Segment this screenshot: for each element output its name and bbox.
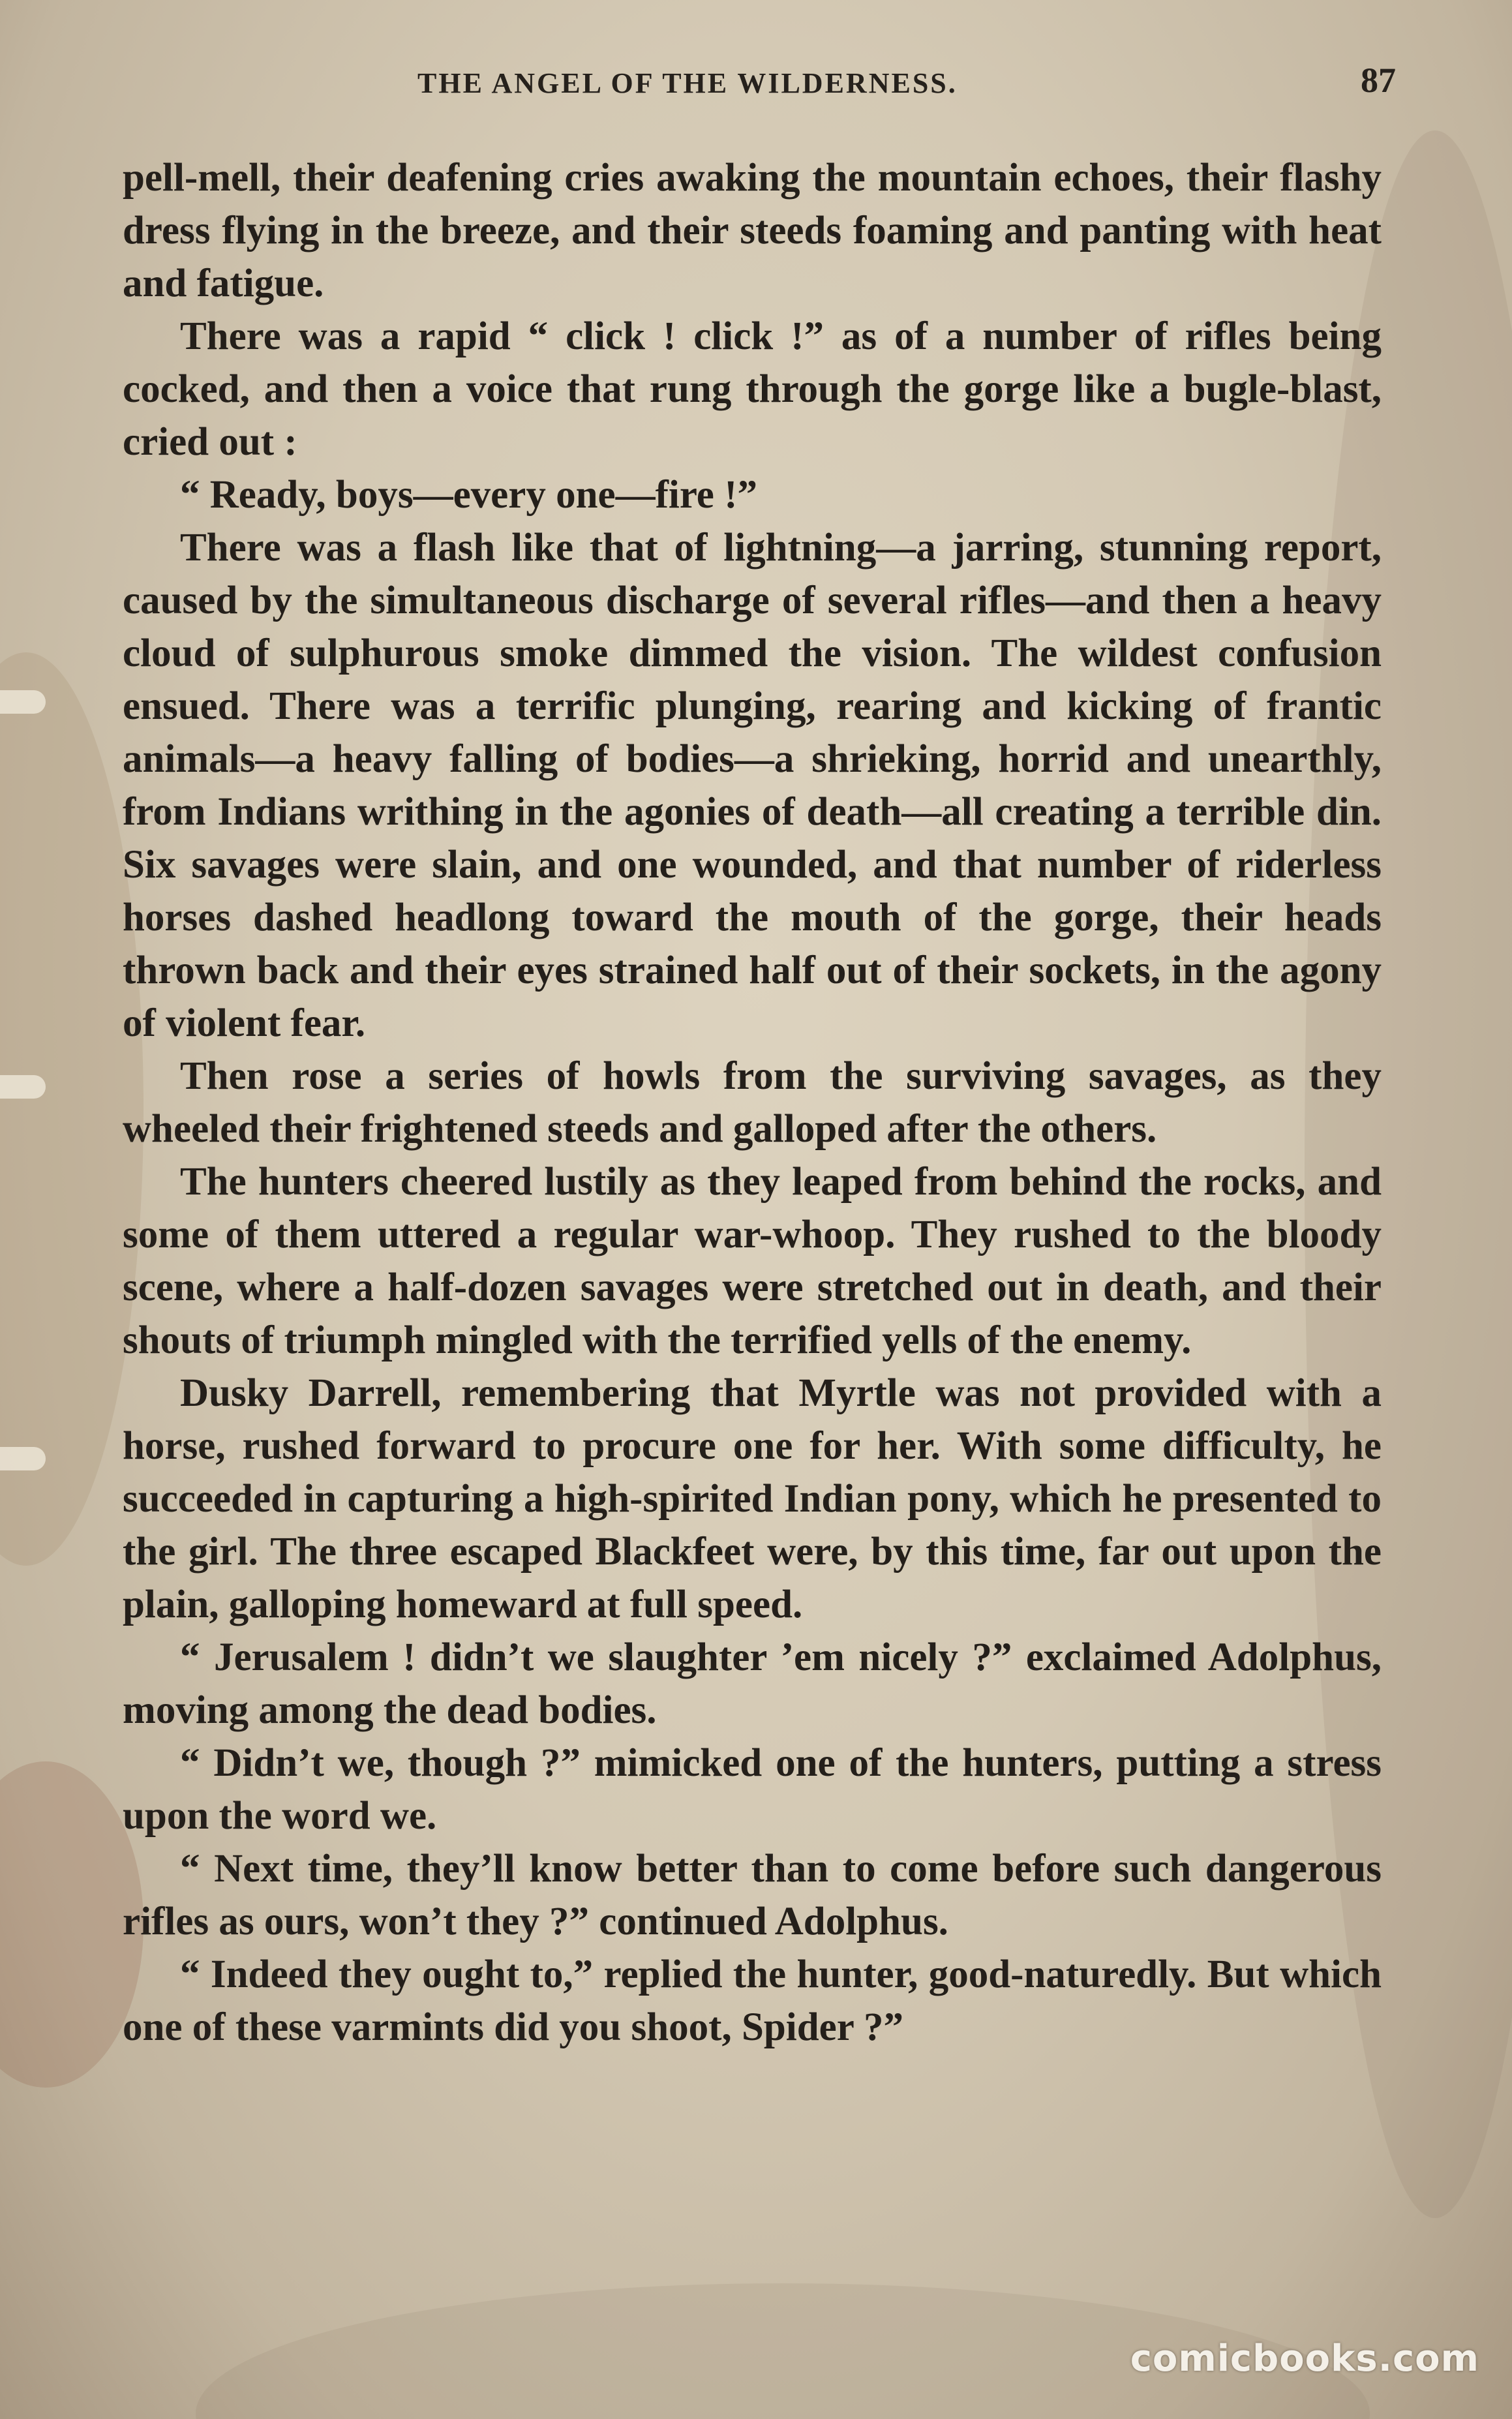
paragraph: There was a flash like that of lightning—a jarring, stunning report, caused by the simultaneous discharge of several rifles—and then a heavy cloud of sulphurous smoke dimmed the vision. The wildest confusion ensued. There was a terrific plunging, rearing and kicking of frantic animals—a heavy falling of bodies—a shrieking, horrid and unearthly, from Indians writhing in the agonies of death—all creating a terrible din. Six savages were slain, and one wounded, and that number of riderless horses dashed headlong toward the mouth of the gorge, their heads thrown back and their eyes strained half out of their sockets, in the agony of violent fear.: [123, 526, 1382, 1045]
paragraph: “ Indeed they ought to,” replied the hunter, good-naturedly. But which one of these varmints did you shoot, Spider ?”: [123, 1953, 1382, 2049]
page-edge-tear: [0, 690, 46, 714]
page-header: [417, 60, 1396, 112]
paragraph: Dusky Darrell, remembering that Myrtle was not provided with a horse, rushed forward to procure one for her. With some difficulty, he succeeded in capturing a high-spirited Indian pony, which he presented to the girl. The three escaped Blackfeet were, by this time, far out upon the plain, galloping homeward at full speed.: [123, 1371, 1382, 1626]
paragraph: pell-mell, their deafening cries awaking the mountain echoes, their flashy dress flying in the breeze, and their steeds foaming and panting with heat and fatigue.: [123, 156, 1382, 305]
page-stain: [0, 652, 144, 1566]
running-title: THE ANGEL OF THE WILDERNESS.: [417, 67, 958, 99]
page-edge-tear: [0, 1447, 46, 1470]
watermark: comicbooks.com: [1130, 2337, 1479, 2380]
page-edge-tear: [0, 1075, 46, 1099]
page-body: [123, 151, 1382, 2054]
paragraph: “ Ready, boys—every one—fire !”: [180, 473, 757, 517]
paragraph: There was a rapid “ click ! click !” as of a number of rifles being cocked, and then a voice that rung through the gorge like a bugle-blast, cried out :: [123, 314, 1382, 464]
paragraph: “ Didn’t we, though ?” mimicked one of the hunters, putting a stress upon the word we.: [123, 1741, 1382, 1838]
paragraph: “ Jerusalem ! didn’t we slaughter ’em nicely ?” exclaimed Adolphus, moving among the dead bodies.: [123, 1635, 1382, 1732]
paragraph: Then rose a series of howls from the surviving savages, as they wheeled their frightened steeds and galloped after the others.: [123, 1054, 1382, 1151]
page-number: 87: [1361, 61, 1396, 100]
paragraph: “ Next time, they’ll know better than to come before such dangerous rifles as ours, won’t they ?” continued Adolphus.: [123, 1847, 1382, 1943]
page-stain: [0, 1761, 144, 2088]
paragraph: The hunters cheered lustily as they leaped from behind the rocks, and some of them uttered a regular war-whoop. They rushed to the bloody scene, where a half-dozen savages were stretched out in death, and their shouts of triumph mingled with the terrified yells of the enemy.: [123, 1160, 1382, 1362]
